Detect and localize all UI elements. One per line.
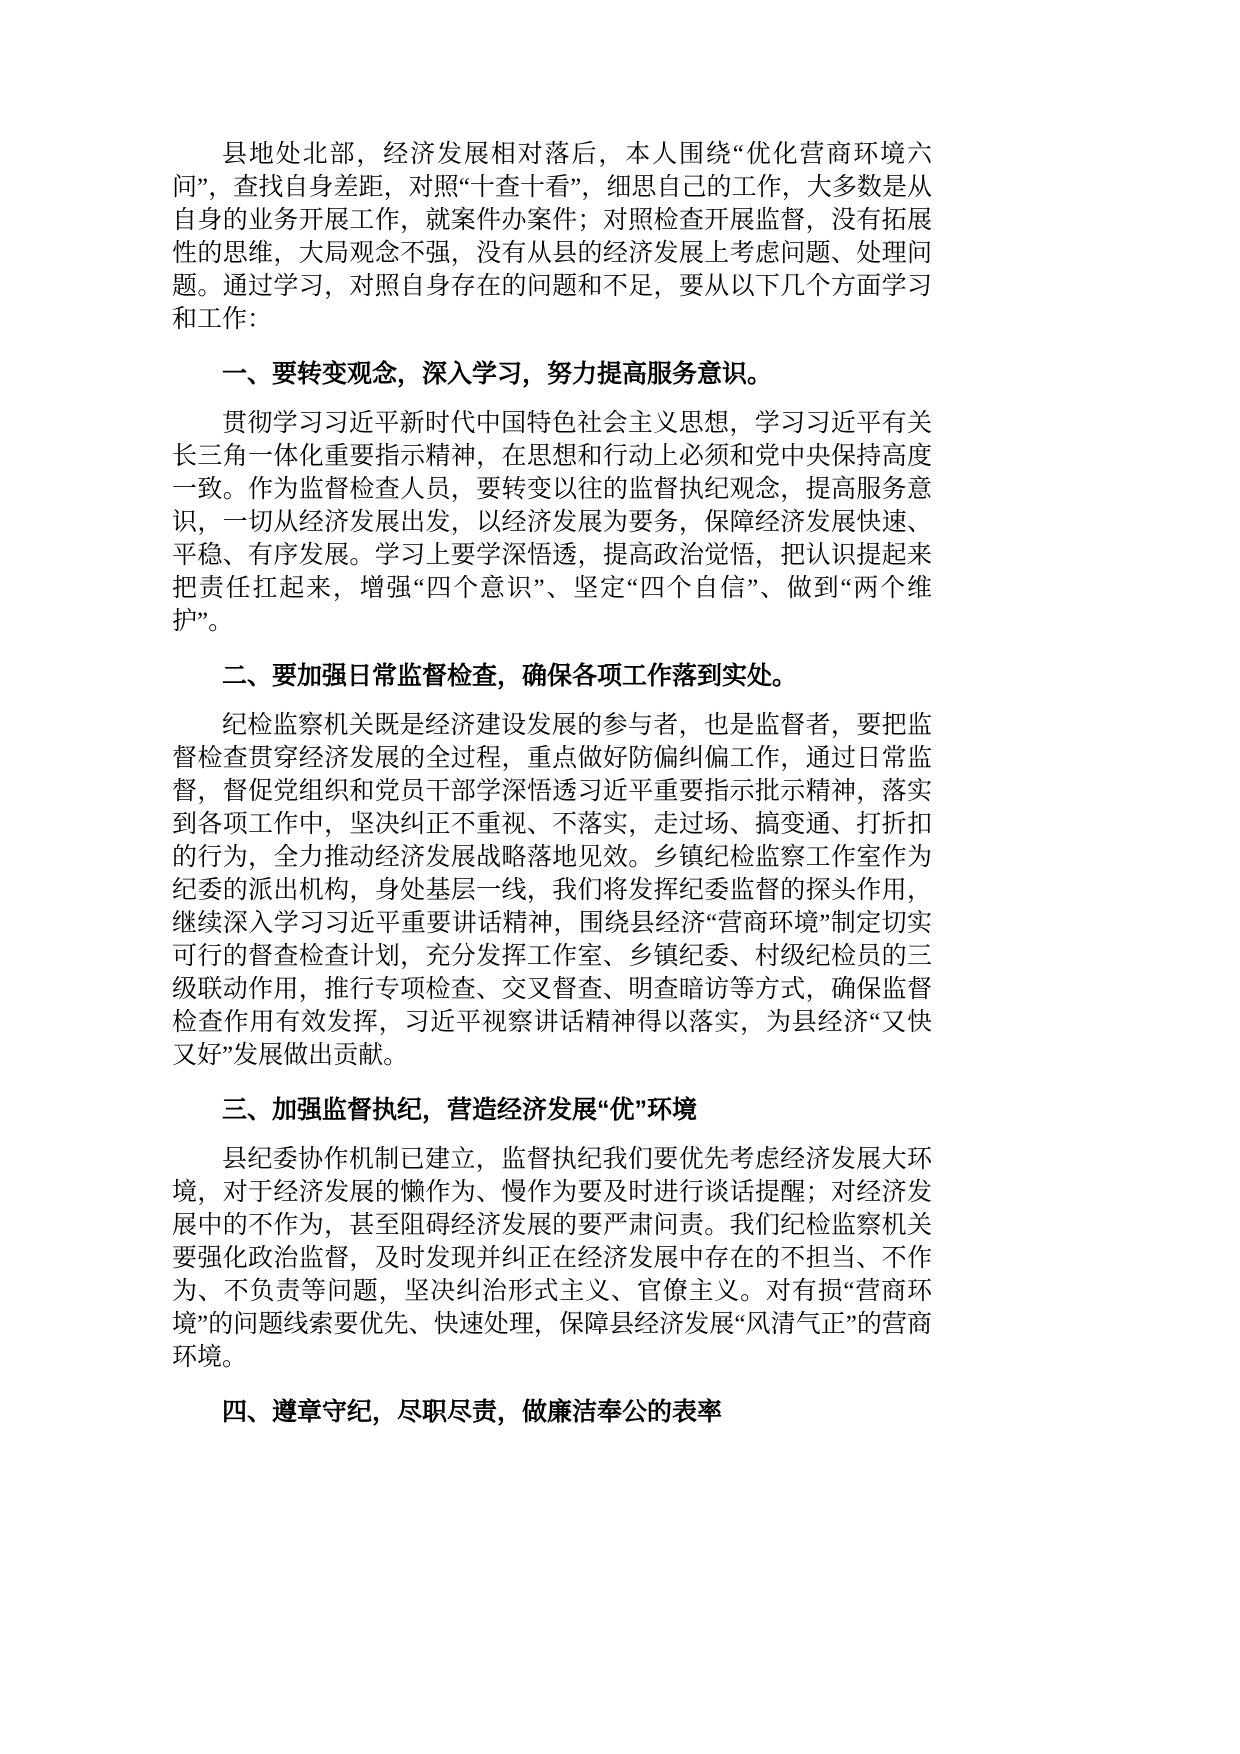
section-2-heading: 二、要加强日常监督检查，确保各项工作落到实处。 — [222, 662, 798, 690]
section-3-heading: 三、加强监督执纪，营造经济发展“优”环境 — [222, 1096, 698, 1124]
section-1-body: 贯彻学习习近平新时代中国特色社会主义思想，学习习近平有关长三角一体化重要指示精神，在思想和行动上必须和党中央保持高度一致。作为监督检查人员，要转变以往的监督执纪观念，提高服务意识，一切从经济发展出发，以经济发展为要务，保障经济发展快速、平稳、有序发展。学习上要学深悟透，提高政治觉悟，把认识提起来把责任扛起来，增强“四个意识”、坚定“四个自信”、做到“两个维护”。 — [172, 410, 932, 635]
section-1-heading: 一、要转变观念，深入学习，努力提高服务意识。 — [222, 360, 773, 388]
section-4-heading: 四、遵章守纪，尽职尽责，做廉洁奉公的表率 — [222, 1398, 723, 1426]
section-2-body: 纪检监察机关既是经济建设发展的参与者，也是监督者，要把监督检查贯穿经济发展的全过程，重点做好防偏纠偏工作，通过日常监督，督促党组织和党员干部学深悟透习近平重要指示批示精神，落实到各项工作中，坚决纠正不重视、不落实，走过场、搞变通、打折扣的行为，全力推动经济发展战略落地见效。乡镇纪检监察工作室作为纪委的派出机构，身处基层一线，我们将发挥纪委监督的探头作用，继续深入学习习近平重要讲话精神，围绕县经济“营商环境”制定切实可行的督查检查计划，充分发挥工作室、乡镇纪委、村级纪检员的三级联动作用，推行专项检查、交叉督查、明查暗访等方式，确保监督检查作用有效发挥，习近平视察讲话精神得以落实，为县经济“又快又好”发展做出贡献。 — [172, 712, 932, 1069]
intro-paragraph: 县地处北部，经济发展相对落后，本人围绕“优化营商环境六问”，查找自身差距，对照“十查十看”，细思自己的工作，大多数是从自身的业务开展工作，就案件办案件；对照检查开展监督，没有拓展性的思维，大局观念不强，没有从县的经济发展上考虑问题、处理问题。通过学习，对照自身存在的问题和不足，要从以下几个方面学习和工作： — [172, 141, 932, 333]
section-3-body: 县纪委协作机制已建立，监督执纪我们要优先考虑经济发展大环境，对于经济发展的懒作为、慢作为要及时进行谈话提醒；对经济发展中的不作为，甚至阻碍经济发展的要严肃问责。我们纪检监察机关要强化政治监督，及时发现并纠正在经济发展中存在的不担当、不作为、不负责等问题，坚决纠治形式主义、官僚主义。对有损“营商环境”的问题线索要优先、快速处理，保障县经济发展“风清气正”的营商环境。 — [172, 1146, 932, 1371]
